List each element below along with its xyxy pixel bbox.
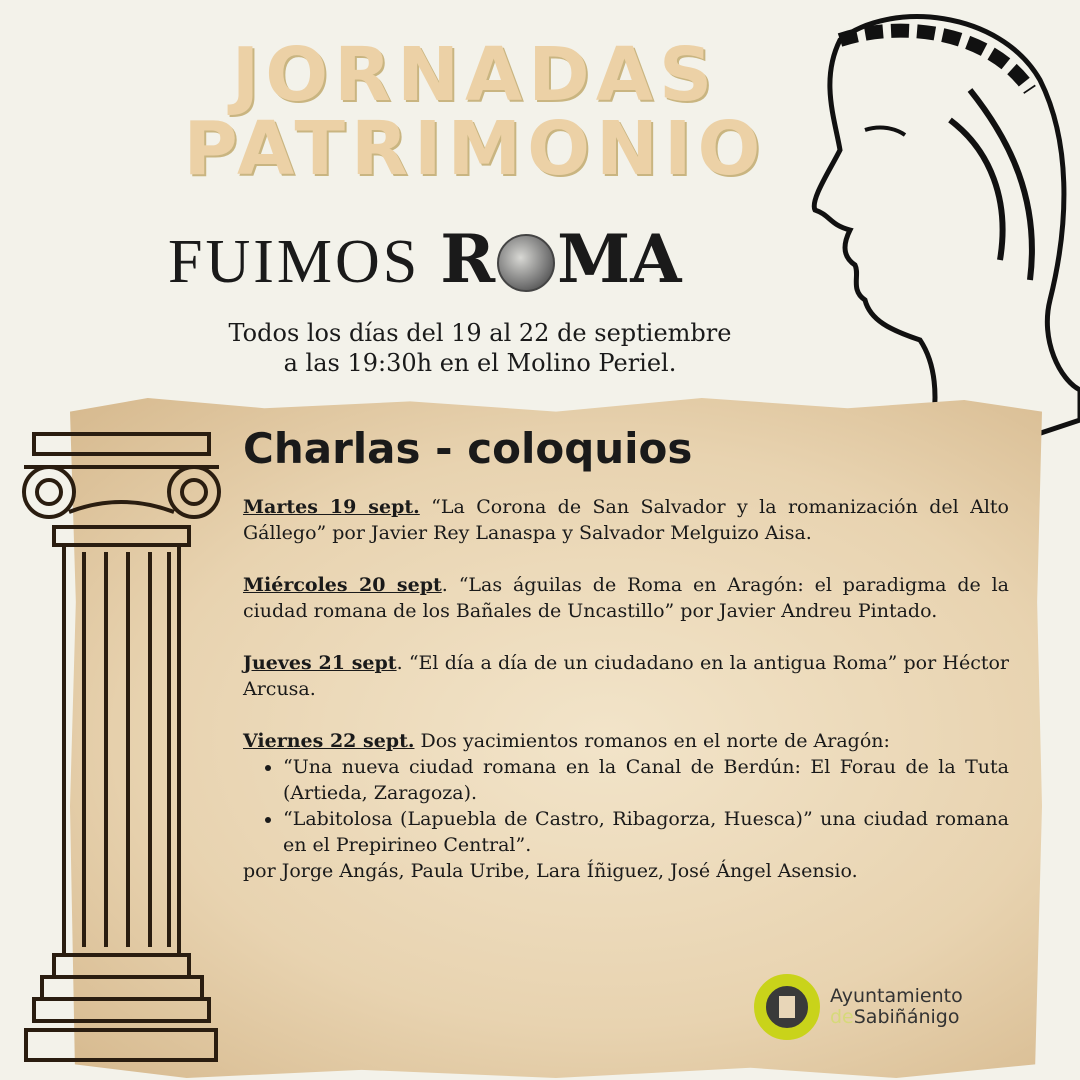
logo-name: Sabiñánigo — [853, 1006, 960, 1028]
speakers: por Jorge Angás, Paula Uribe, Lara Íñiguez, José Ángel Asensio. — [243, 860, 858, 882]
roma-text — [440, 220, 681, 298]
event-item — [243, 572, 1009, 624]
logo-line-1: Ayuntamiento — [830, 985, 963, 1007]
title-jornadas: JORNADAS — [231, 32, 719, 118]
roma-ma: MA — [557, 220, 682, 298]
event-list — [243, 494, 1009, 884]
subtitle-line-2: a las 19:30h en el Molino Periel. — [283, 349, 677, 377]
event-day: Jueves 21 sept — [243, 652, 397, 674]
event-text: “La Corona de San Salvador y la romanización del Alto Gállego” por Javier Rey Lanaspa y Salvador Melguizo Aisa. — [243, 496, 1009, 544]
ayuntamiento-emblem-icon — [754, 974, 820, 1040]
event-item — [243, 650, 1009, 702]
event-text: . “El día a día de un ciudadano en la antigua Roma” por Héctor Arcusa. — [243, 652, 1010, 700]
fuimos-roma-logo — [168, 220, 681, 298]
talk-bullet: • “Labitolosa (Lapuebla de Castro, Ribagorza, Huesca)” una ciudad romana en el Prepirineo Central”. — [283, 806, 1009, 858]
ionic-column-icon — [14, 432, 229, 1064]
subtitle — [150, 318, 810, 378]
logo-de: de — [830, 1006, 854, 1028]
subtitle-line-1: Todos los días del 19 al 22 de septiembre — [228, 319, 732, 347]
event-day: Miércoles 20 sept — [243, 574, 442, 596]
event-text: Dos yacimientos romanos en el norte de Aragón: — [414, 730, 890, 752]
talk-bullets — [265, 754, 1009, 858]
ayuntamiento-logo — [754, 974, 963, 1040]
title-patrimonio: PATRIMONIO — [183, 106, 767, 192]
logo-text — [830, 986, 963, 1028]
roman-coin-icon — [497, 234, 555, 292]
roma-r: R — [440, 220, 496, 298]
event-item — [243, 728, 1009, 884]
event-day: Martes 19 sept. — [243, 496, 420, 518]
talk-bullet: • “Una nueva ciudad romana en la Canal de Berdún: El Forau de la Tuta (Artieda, Zaragoza). — [283, 754, 1009, 806]
section-heading: Charlas - coloquios — [243, 424, 693, 473]
event-item — [243, 494, 1009, 546]
event-text: . “Las águilas de Roma en Aragón: el paradigma de la ciudad romana de los Bañales de Uncastillo” por Javier Andreu Pintado. — [243, 574, 1010, 622]
event-day: Viernes 22 sept. — [243, 730, 415, 752]
fuimos-text: FUIMOS — [168, 228, 421, 296]
